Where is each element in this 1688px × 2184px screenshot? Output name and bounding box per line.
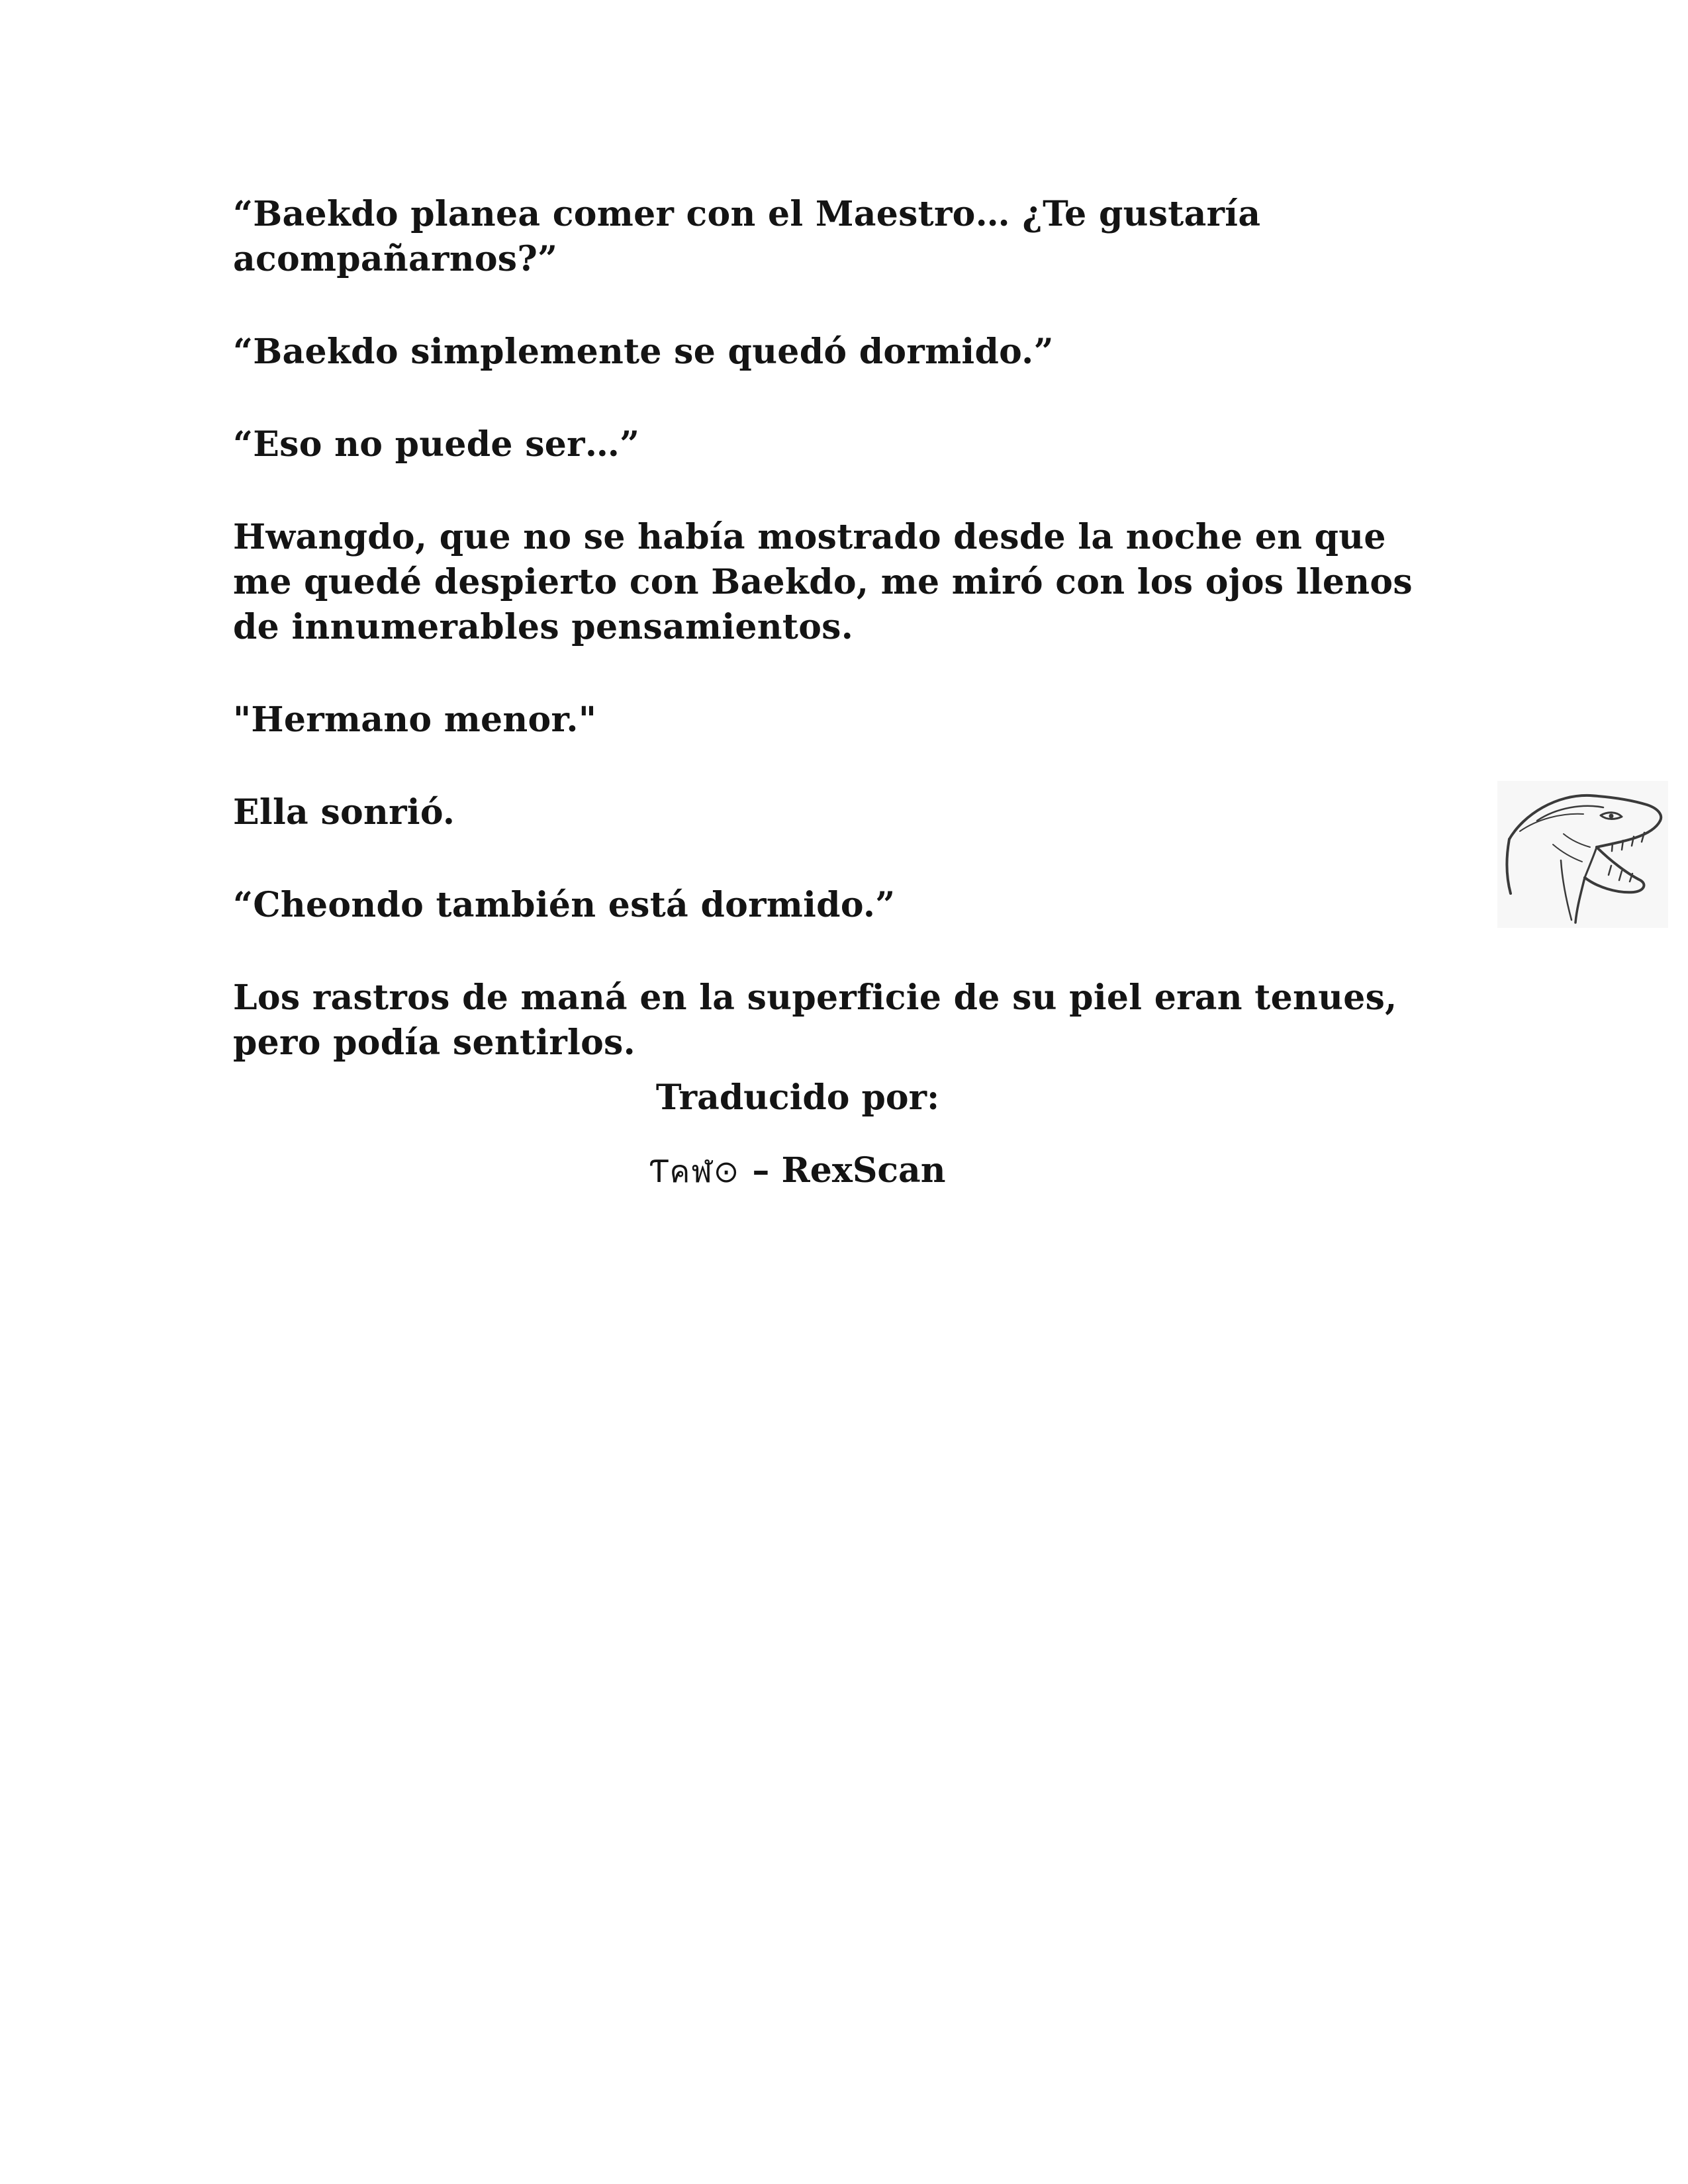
paragraph: “Cheondo también está dormido.” [233,885,896,925]
translator-name: Ƭคฬ⊙ [649,1154,741,1189]
paragraph: Ella sonrió. [233,792,455,833]
paragraph: Los rastros de maná en la superficie de su piel eran tenues, pero podía sentirlos. [233,978,1397,1063]
paragraph: Hwangdo, que no se había mostrado desde la noche en que me quedé despierto con Baekdo, me miró con los ojos llenos de innumerables pensamientos. [233,517,1413,647]
credits-separator: – [740,1150,782,1191]
paragraph: “Baekdo planea comer con el Maestro… ¿Te gustaría acompañarnos?” [233,194,1261,279]
credits-line [0,1148,1642,1194]
dinosaur-head-icon [1497,781,1668,928]
body-text [233,192,1444,1066]
group-name: RexScan [781,1150,946,1191]
paragraph: “Eso no puede ser…” [233,424,640,465]
credits-heading: Traducido por: [655,1077,940,1118]
paragraph: "Hermano menor." [233,700,597,740]
paragraph: “Baekdo simplemente se quedó dormido.” [233,332,1054,372]
